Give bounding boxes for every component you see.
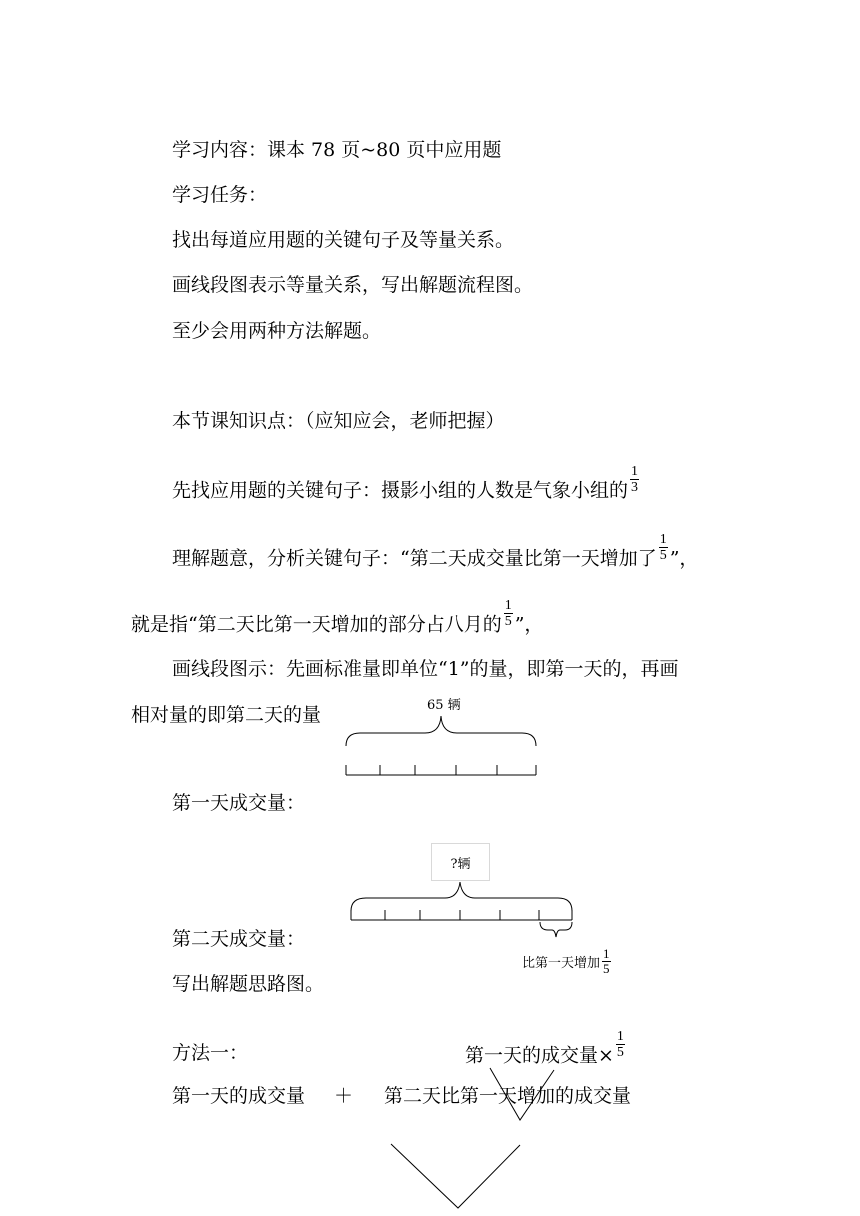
day1-amount-label: 65 辆 <box>427 698 461 713</box>
fraction-denominator: 5 <box>504 614 512 629</box>
day1-brace <box>346 716 536 746</box>
day1-segment <box>346 765 536 775</box>
fraction-numerator: 1 <box>659 532 667 547</box>
formula-top-text: 第一天的成交量× <box>465 1044 614 1067</box>
day2-label: 第二天成交量： <box>172 928 306 950</box>
draw-instruction-line1: 画线段图示：先画标准量即单位“1”的量，即第一天的，再画 <box>172 658 679 680</box>
fraction-denominator: 3 <box>631 480 639 495</box>
learning-task-heading: 学习任务： <box>172 184 268 206</box>
fraction-numerator: 1 <box>616 1029 624 1044</box>
fraction-numerator: 1 <box>603 946 610 961</box>
task-item-3: 至少会用两种方法解题。 <box>172 320 382 342</box>
fraction-numerator: 1 <box>504 598 512 613</box>
method1-label: 方法一： <box>172 1042 249 1064</box>
formula-right: 第二天比第一天增加的成交量 <box>384 1085 632 1107</box>
day2-brace <box>351 882 572 911</box>
means-text: 就是指“第二天比第一天增加的部分占八月的 <box>131 613 502 636</box>
day1-label: 第一天成交量： <box>172 792 306 814</box>
flow-large-v <box>391 1144 520 1208</box>
fraction-numerator: 1 <box>631 464 639 479</box>
learning-content: 学习内容：课本 78 页~80 页中应用题 <box>172 139 502 161</box>
means-suffix: ”， <box>514 613 544 636</box>
task-item-1: 找出每道应用题的关键句子及等量关系。 <box>172 229 515 251</box>
day2-amount-label: ?辆 <box>450 856 471 872</box>
key-sentence-text: 先找应用题的关键句子：摄影小组的人数是气象小组的 <box>172 479 629 502</box>
plus-sign: ＋ <box>334 1085 354 1107</box>
draw-instruction-line2: 相对量的即第二天的量 <box>131 704 322 726</box>
increase-text: 比第一天增加 <box>522 956 601 971</box>
day2-segment <box>351 910 572 920</box>
formula-left: 第一天的成交量 <box>172 1085 306 1107</box>
task-item-2: 画线段图表示等量关系，写出解题流程图。 <box>172 274 534 296</box>
understand-text: 理解题意，分析关键句子：“第二天成交量比第一天增加了 <box>172 547 657 570</box>
write-flow-heading: 写出解题思路图。 <box>172 973 325 995</box>
knowledge-points-heading: 本节课知识点：（应知应会，老师把握） <box>172 410 505 432</box>
flow-small-v <box>490 1068 554 1120</box>
understand-suffix: ”， <box>669 547 699 570</box>
fraction-denominator: 5 <box>659 548 667 563</box>
fraction-denominator: 5 <box>616 1045 624 1060</box>
fraction-denominator: 5 <box>603 961 610 976</box>
increase-brace <box>540 922 572 937</box>
